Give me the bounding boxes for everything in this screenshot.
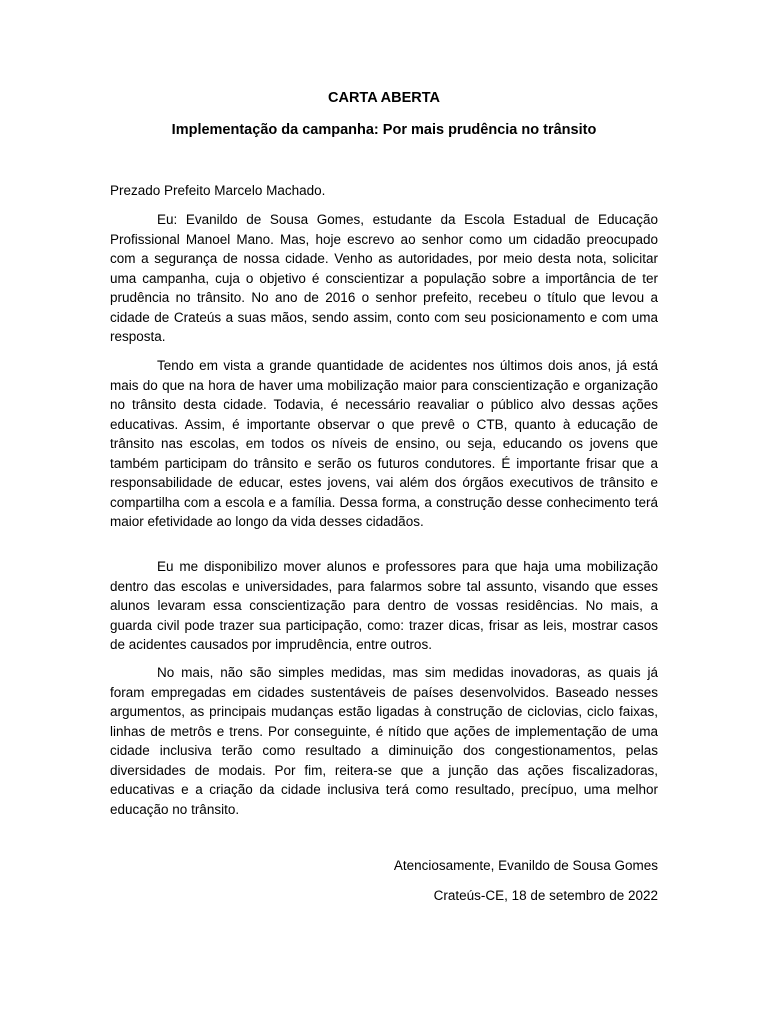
body-paragraph: Eu: Evanildo de Sousa Gomes, estudante da Escola Estadual de Educação Profissional Manoel Mano. Mas, hoje escrevo ao senhor como um cidadão preocupado com a segurança de nossa cidade. Venho as autoridades, por meio desta nota, solicitar uma campanha, cuja o objetivo é conscientizar a população sobre a importância de ter prudência no trânsito. No ano de 2016 o senhor prefeito, recebeu o título que levou a cidade de Crateús a suas mãos, sendo assim, conto com seu posicionamento e com uma resposta.: [110, 212, 658, 344]
letter-title: CARTA ABERTA: [328, 90, 440, 106]
body-paragraph: Tendo em vista a grande quantidade de acidentes nos últimos dois anos, já está mais do que na hora de haver uma mobilização maior para conscientização e organização no trânsito desta cidade. Todavia, é necessário reavaliar o público alvo dessas ações educativas. Assim, é importante observar o que prevê o CTB, quanto à educação de trânsito nas escolas, em todos os níveis de ensino, ou seja, educando os jovens que também participam do trânsito e serão os futuros condutores. É importante frisar que a responsabilidade de educar, estes jovens, vai além dos órgãos executivos de trânsito e compartilha com a escola e a família. Dessa forma, a construção desse conhecimento terá maior efetividade ao longo da vida desses cidadãos.: [110, 358, 658, 529]
place-and-date: Crateús-CE, 18 de setembro de 2022: [433, 888, 658, 903]
closing-signature: Atenciosamente, Evanildo de Sousa Gomes: [393, 858, 658, 873]
salutation: Prezado Prefeito Marcelo Machado.: [110, 183, 326, 198]
letter-subtitle: Implementação da campanha: Por mais prudência no trânsito: [171, 122, 597, 138]
body-paragraph: No mais, não são simples medidas, mas sim medidas inovadoras, as quais já foram empregadas em cidades sustentáveis de países desenvolvidos. Baseado nesses argumentos, as principais mudanças estão ligadas à construção de ciclovias, ciclo faixas, linhas de metrôs e trens. Por conseguinte, é nítido que ações de implementação de uma cidade inclusiva terão como resultado a diminuição dos congestionamentos, pelas diversidades de modais. Por fim, reitera-se que a junção das ações fiscalizadoras, educativas e a criação da cidade inclusiva terá como resultado, precípuo, uma melhor educação no trânsito.: [110, 665, 658, 817]
body-paragraph: Eu me disponibilizo mover alunos e professores para que haja uma mobilização dentro das escolas e universidades, para falarmos sobre tal assunto, visando que esses alunos levaram essa conscientização para dentro de vossas residências. No mais, a guarda civil pode trazer sua participação, como: trazer dicas, frisar as leis, mostrar casos de acidentes causados por imprudência, entre outros.: [110, 559, 658, 652]
